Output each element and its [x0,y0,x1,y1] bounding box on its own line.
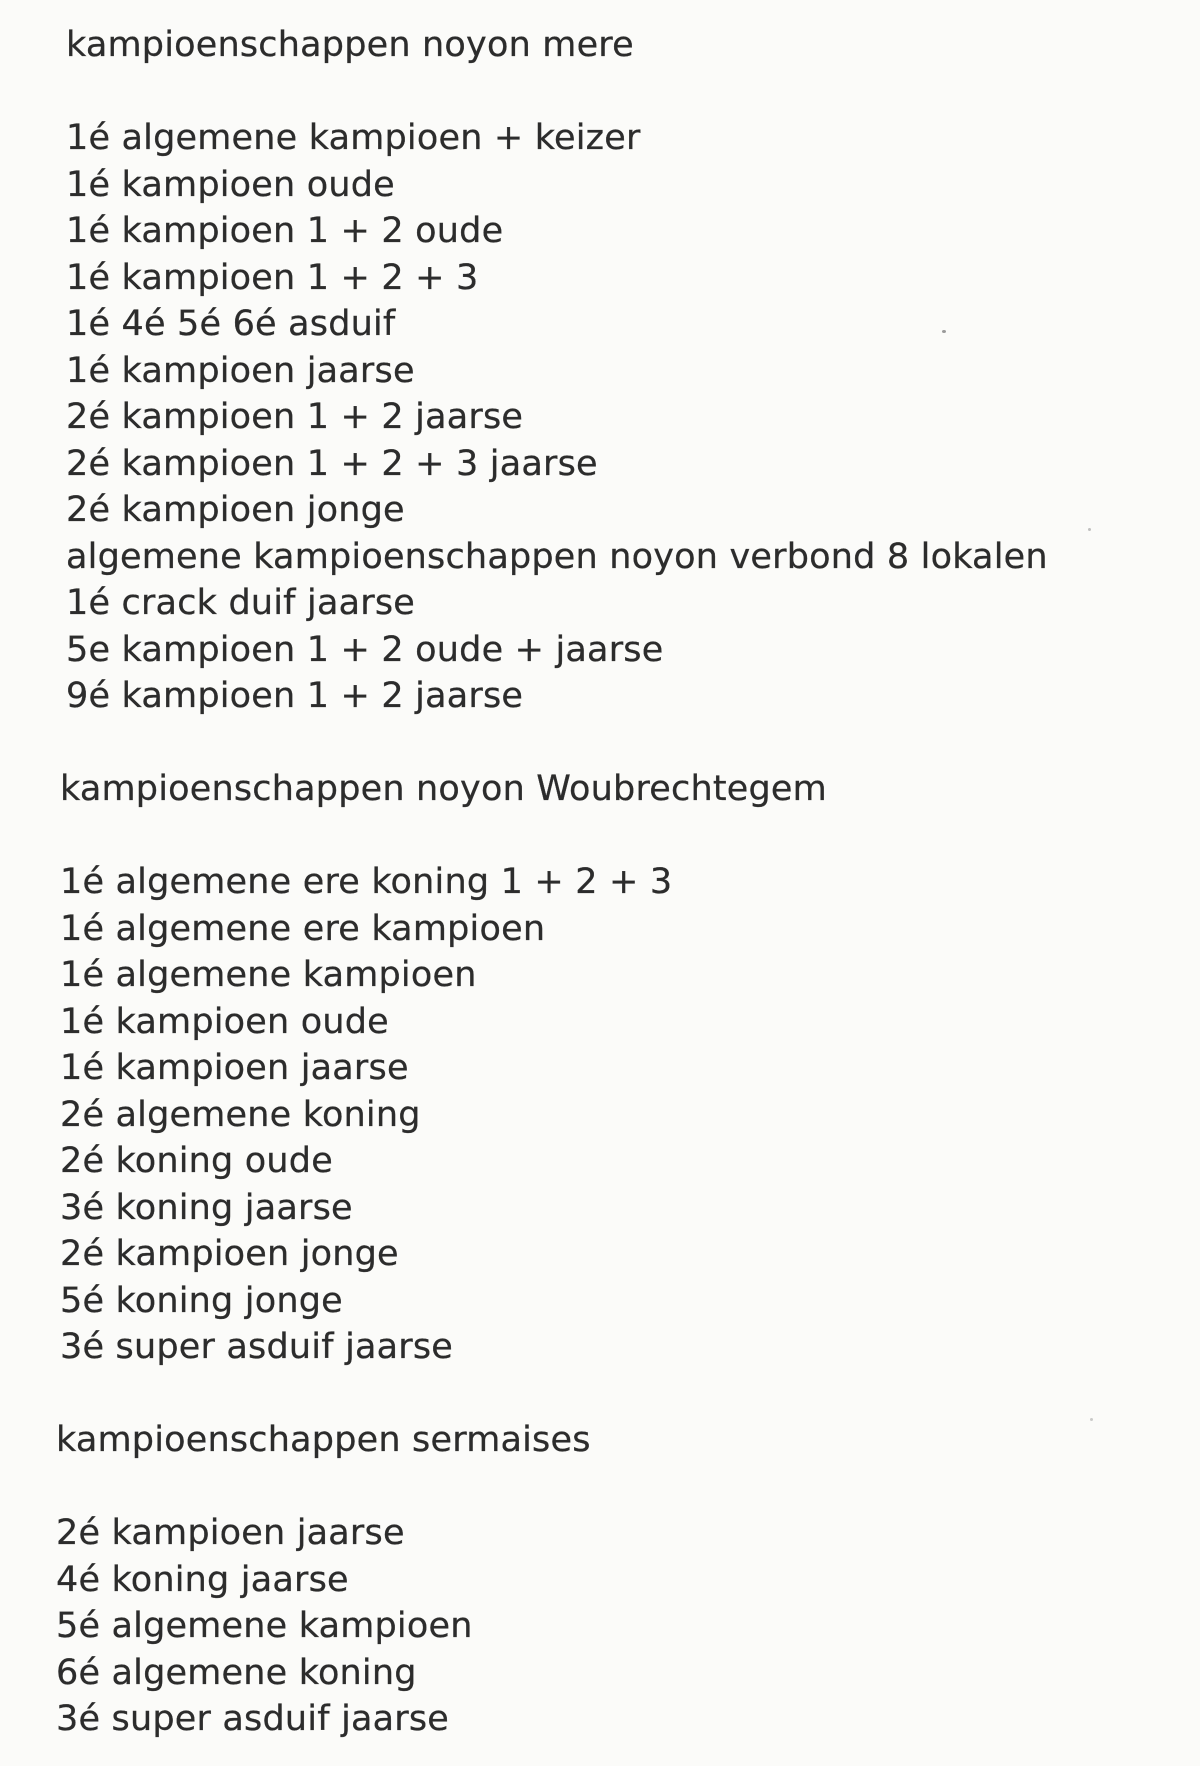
list-item: 3é super asduif jaarse [56,1699,450,1739]
section-title: kampioenschappen noyon mere [66,25,634,65]
section-title: kampioenschappen noyon Woubrechtegem [60,769,827,809]
list-item: 1é kampioen oude [60,1001,389,1042]
list-item: 1é crack duif jaarse [66,583,415,623]
section-noyon-woubrechtegem [60,766,1176,1371]
list-item: 5é koning jonge [60,1280,343,1321]
list-item: 1é kampioen 1 + 2 + 3 [66,257,479,298]
list-item: 2é kampioen 1 + 2 + 3 jaarse [66,443,598,484]
list-item: 2é algemene koning [60,1094,421,1135]
list-item: 6é algemene koning [56,1652,417,1693]
list-item: 3é koning jaarse [60,1187,353,1228]
list-item: 2é koning oude [60,1141,333,1181]
scan-speck [1088,528,1091,531]
list-item: 3é super asduif jaarse [60,1327,454,1367]
list-item: 1é algemene kampioen + keizer [66,118,641,158]
list-item: 4é koning jaarse [56,1559,349,1600]
scan-speck [942,330,946,333]
list-item: 2é kampioen 1 + 2 jaarse [66,397,524,437]
section-noyon-mere [66,22,1176,720]
list-item: algemene kampioenschappen noyon verbond 8 lokalen [66,536,1048,577]
list-item: 1é 4é 5é 6é asduif [66,304,396,344]
list-item: 2é kampioen jonge [66,490,405,530]
list-item: 2é kampioen jaarse [56,1513,405,1553]
section-sermaises [56,1417,1176,1743]
list-item: 1é kampioen 1 + 2 oude [66,211,504,251]
list-item: 5é algemene kampioen [56,1606,473,1646]
list-item: 1é kampioen oude [66,164,395,205]
list-item: 1é algemene ere kampioen [60,908,546,949]
section-title: kampioenschappen sermaises [56,1420,591,1460]
scan-speck [1090,1418,1093,1421]
list-item: 2é kampioen jonge [60,1234,399,1274]
list-item: 1é algemene kampioen [60,955,477,995]
list-item: 5e kampioen 1 + 2 oude + jaarse [66,629,664,670]
list-item: 1é kampioen jaarse [60,1048,409,1088]
document-body [56,22,1176,1743]
list-item: 1é algemene ere koning 1 + 2 + 3 [60,862,673,902]
list-item: 9é kampioen 1 + 2 jaarse [66,676,524,716]
list-item: 1é kampioen jaarse [66,350,415,391]
